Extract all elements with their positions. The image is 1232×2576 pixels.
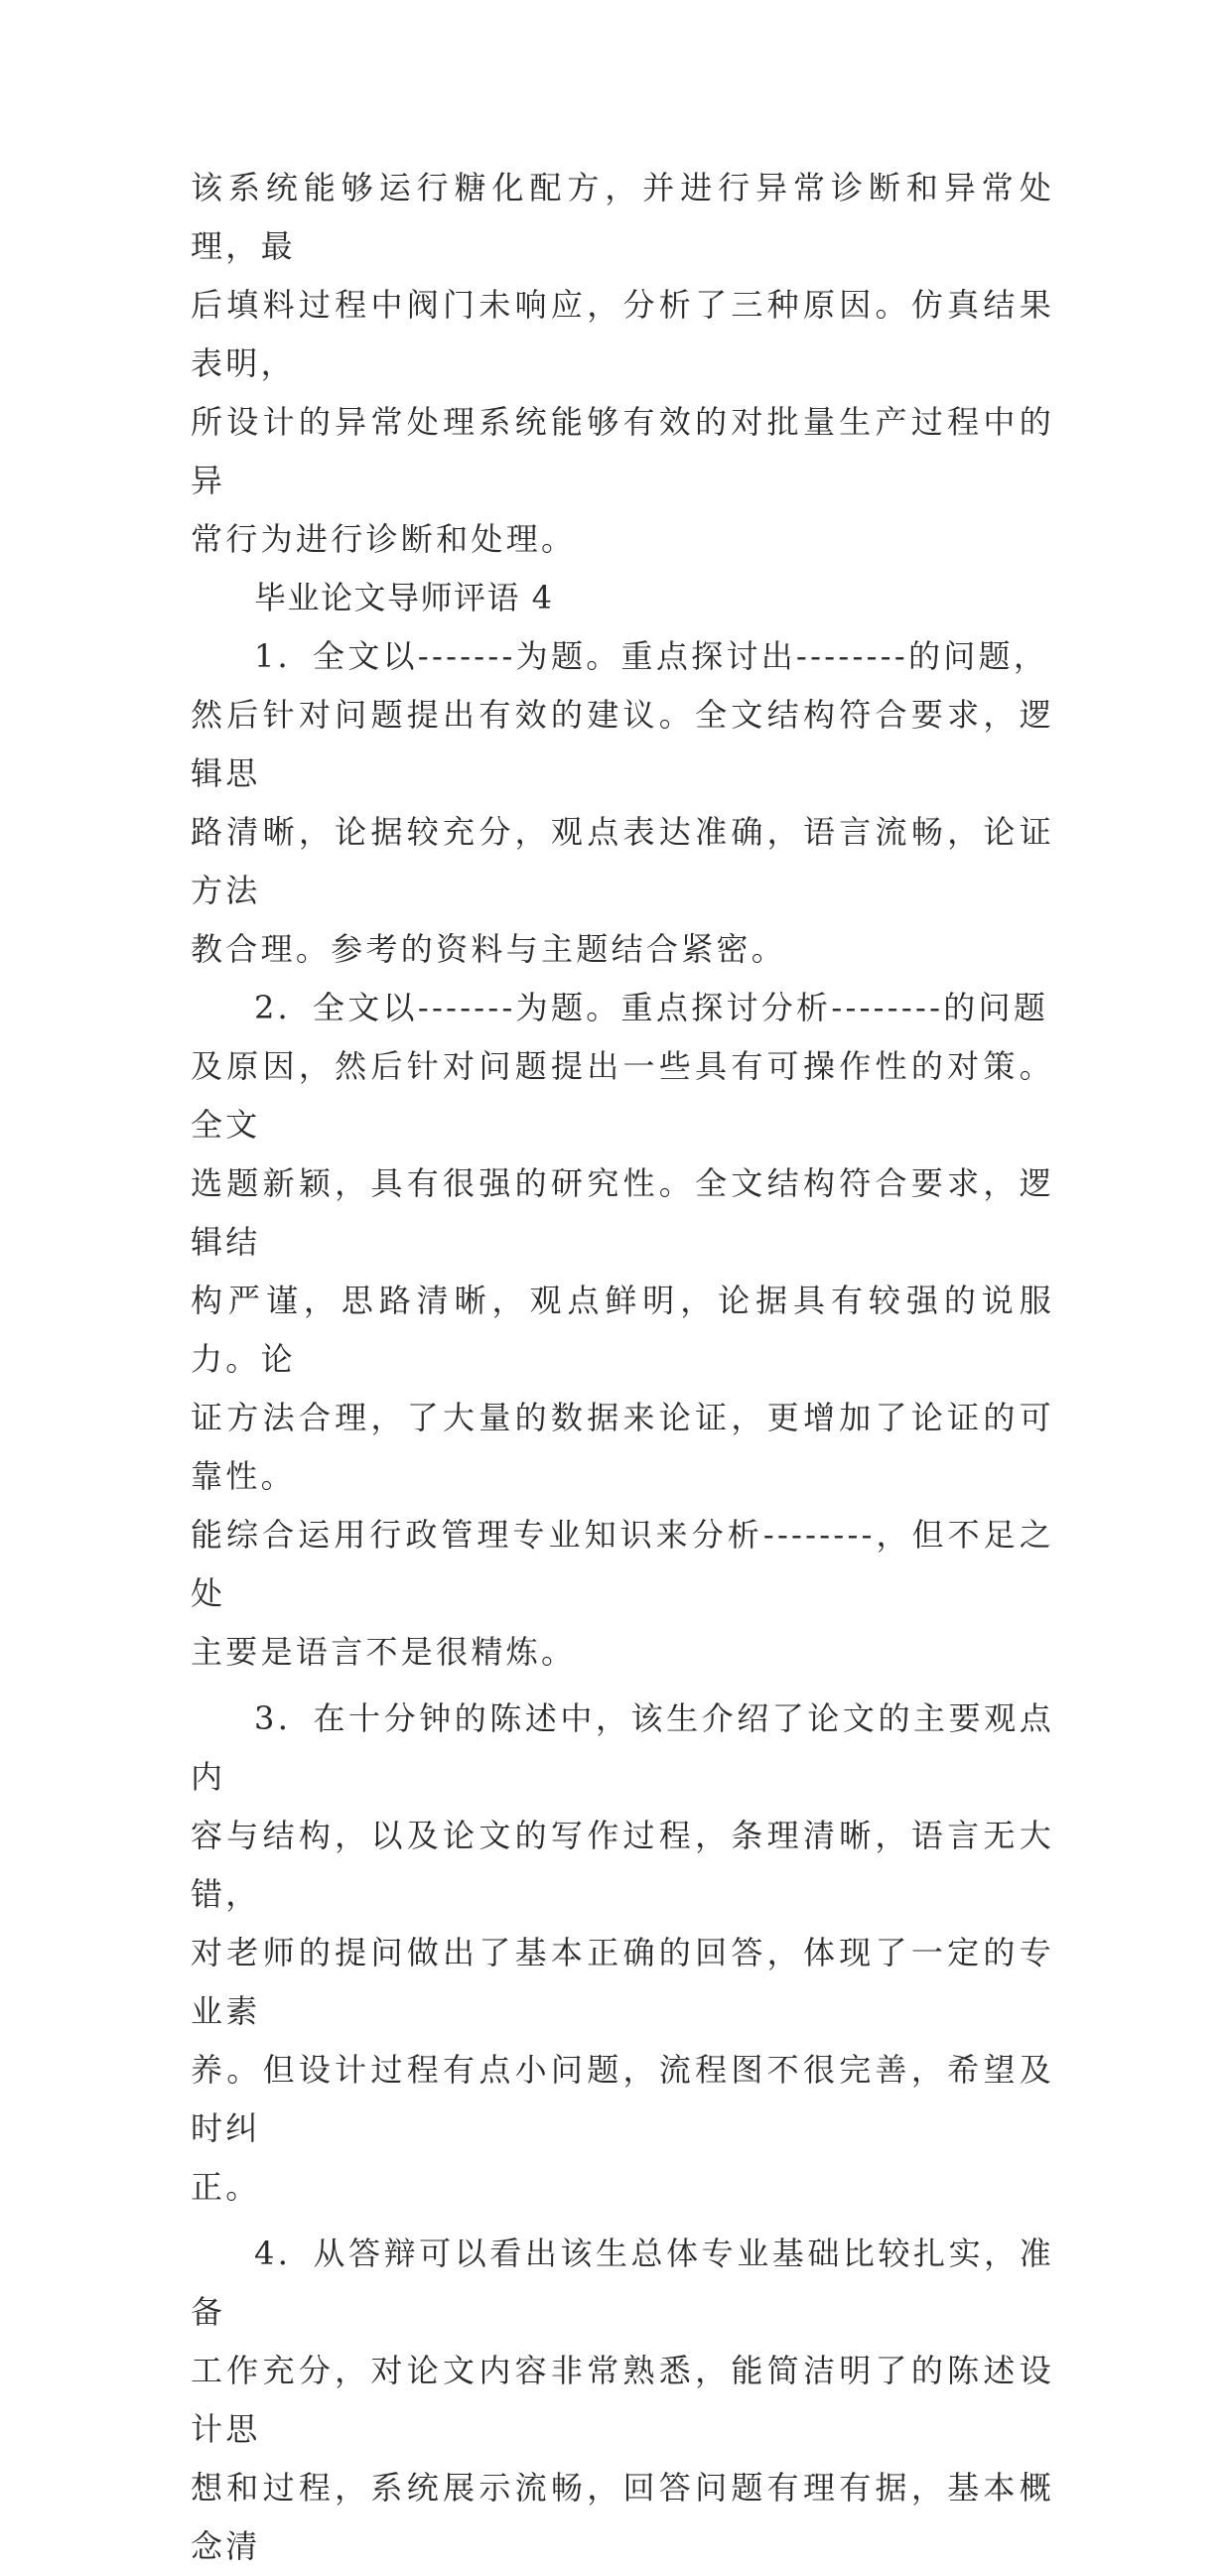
comment-item-2 [191, 979, 1054, 1682]
text-line: 教合理。参考的资料与主题结合紧密。 [191, 930, 787, 968]
text-line: 然后针对问题提出有效的建议。全文结构符合要求，逻辑思 [191, 696, 1054, 792]
text-line: 工作充分，对论文内容非常熟悉，能简洁明了的陈述设计思 [191, 2352, 1054, 2448]
text-line: 常行为进行诊断和处理。 [191, 520, 577, 558]
text-line: 容与结构，以及论文的写作过程，条理清晰，语言无大错， [191, 1817, 1054, 1913]
text-line: 正。 [191, 2168, 261, 2206]
text-line: 能综合运用行政管理专业知识来分析--------，但不足之处 [191, 1516, 1054, 1612]
document-body [191, 159, 1054, 2576]
text-line: 2．全文以-------为题。重点探讨分析--------的问题 [254, 989, 1049, 1026]
paragraph-intro-continued [191, 159, 1054, 569]
text-line: 证方法合理，了大量的数据来论证，更增加了论证的可靠性。 [191, 1399, 1054, 1495]
text-line: 养。但设计过程有点小问题，流程图不很完善，希望及时纠 [191, 2051, 1054, 2147]
comment-item-1 [191, 627, 1054, 979]
section-heading: 毕业论文导师评语 4 [254, 579, 554, 616]
text-line: 及原因，然后针对问题提出一些具有可操作性的对策。全文 [191, 1047, 1054, 1144]
text-line: 后填料过程中阀门未响应，分析了三种原因。仿真结果表明， [191, 286, 1054, 382]
text-line: 构严谨，思路清晰，观点鲜明，论据具有较强的说服力。论 [191, 1282, 1054, 1378]
text-line: 所设计的异常处理系统能够有效的对批量生产过程中的异 [191, 403, 1054, 499]
comment-item-3 [191, 1690, 1054, 2217]
text-line: 3．在十分钟的陈述中，该生介绍了论文的主要观点内 [191, 1699, 1054, 1796]
text-line: 路清晰，论据较充分，观点表达准确，语言流畅，论证方法 [191, 813, 1054, 909]
text-line: 主要是语言不是很精炼。 [191, 1633, 577, 1671]
text-line: 选题新颖，具有很强的研究性。全文结构符合要求，逻辑结 [191, 1164, 1054, 1261]
text-line: 4．从答辩可以看出该生总体专业基础比较扎实，准备 [191, 2235, 1054, 2331]
text-line: 该系统能够运行糖化配方，并进行异常诊断和异常处理，最 [191, 169, 1054, 265]
text-line: 对老师的提问做出了基本正确的回答，体现了一定的专业素 [191, 1934, 1054, 2030]
text-line: 想和过程，系统展示流畅，回答问题有理有据，基本概念清 [191, 2469, 1054, 2565]
comment-item-4 [191, 2225, 1054, 2576]
text-line: 1．全文以-------为题。重点探讨出--------的问题， [254, 637, 1049, 675]
